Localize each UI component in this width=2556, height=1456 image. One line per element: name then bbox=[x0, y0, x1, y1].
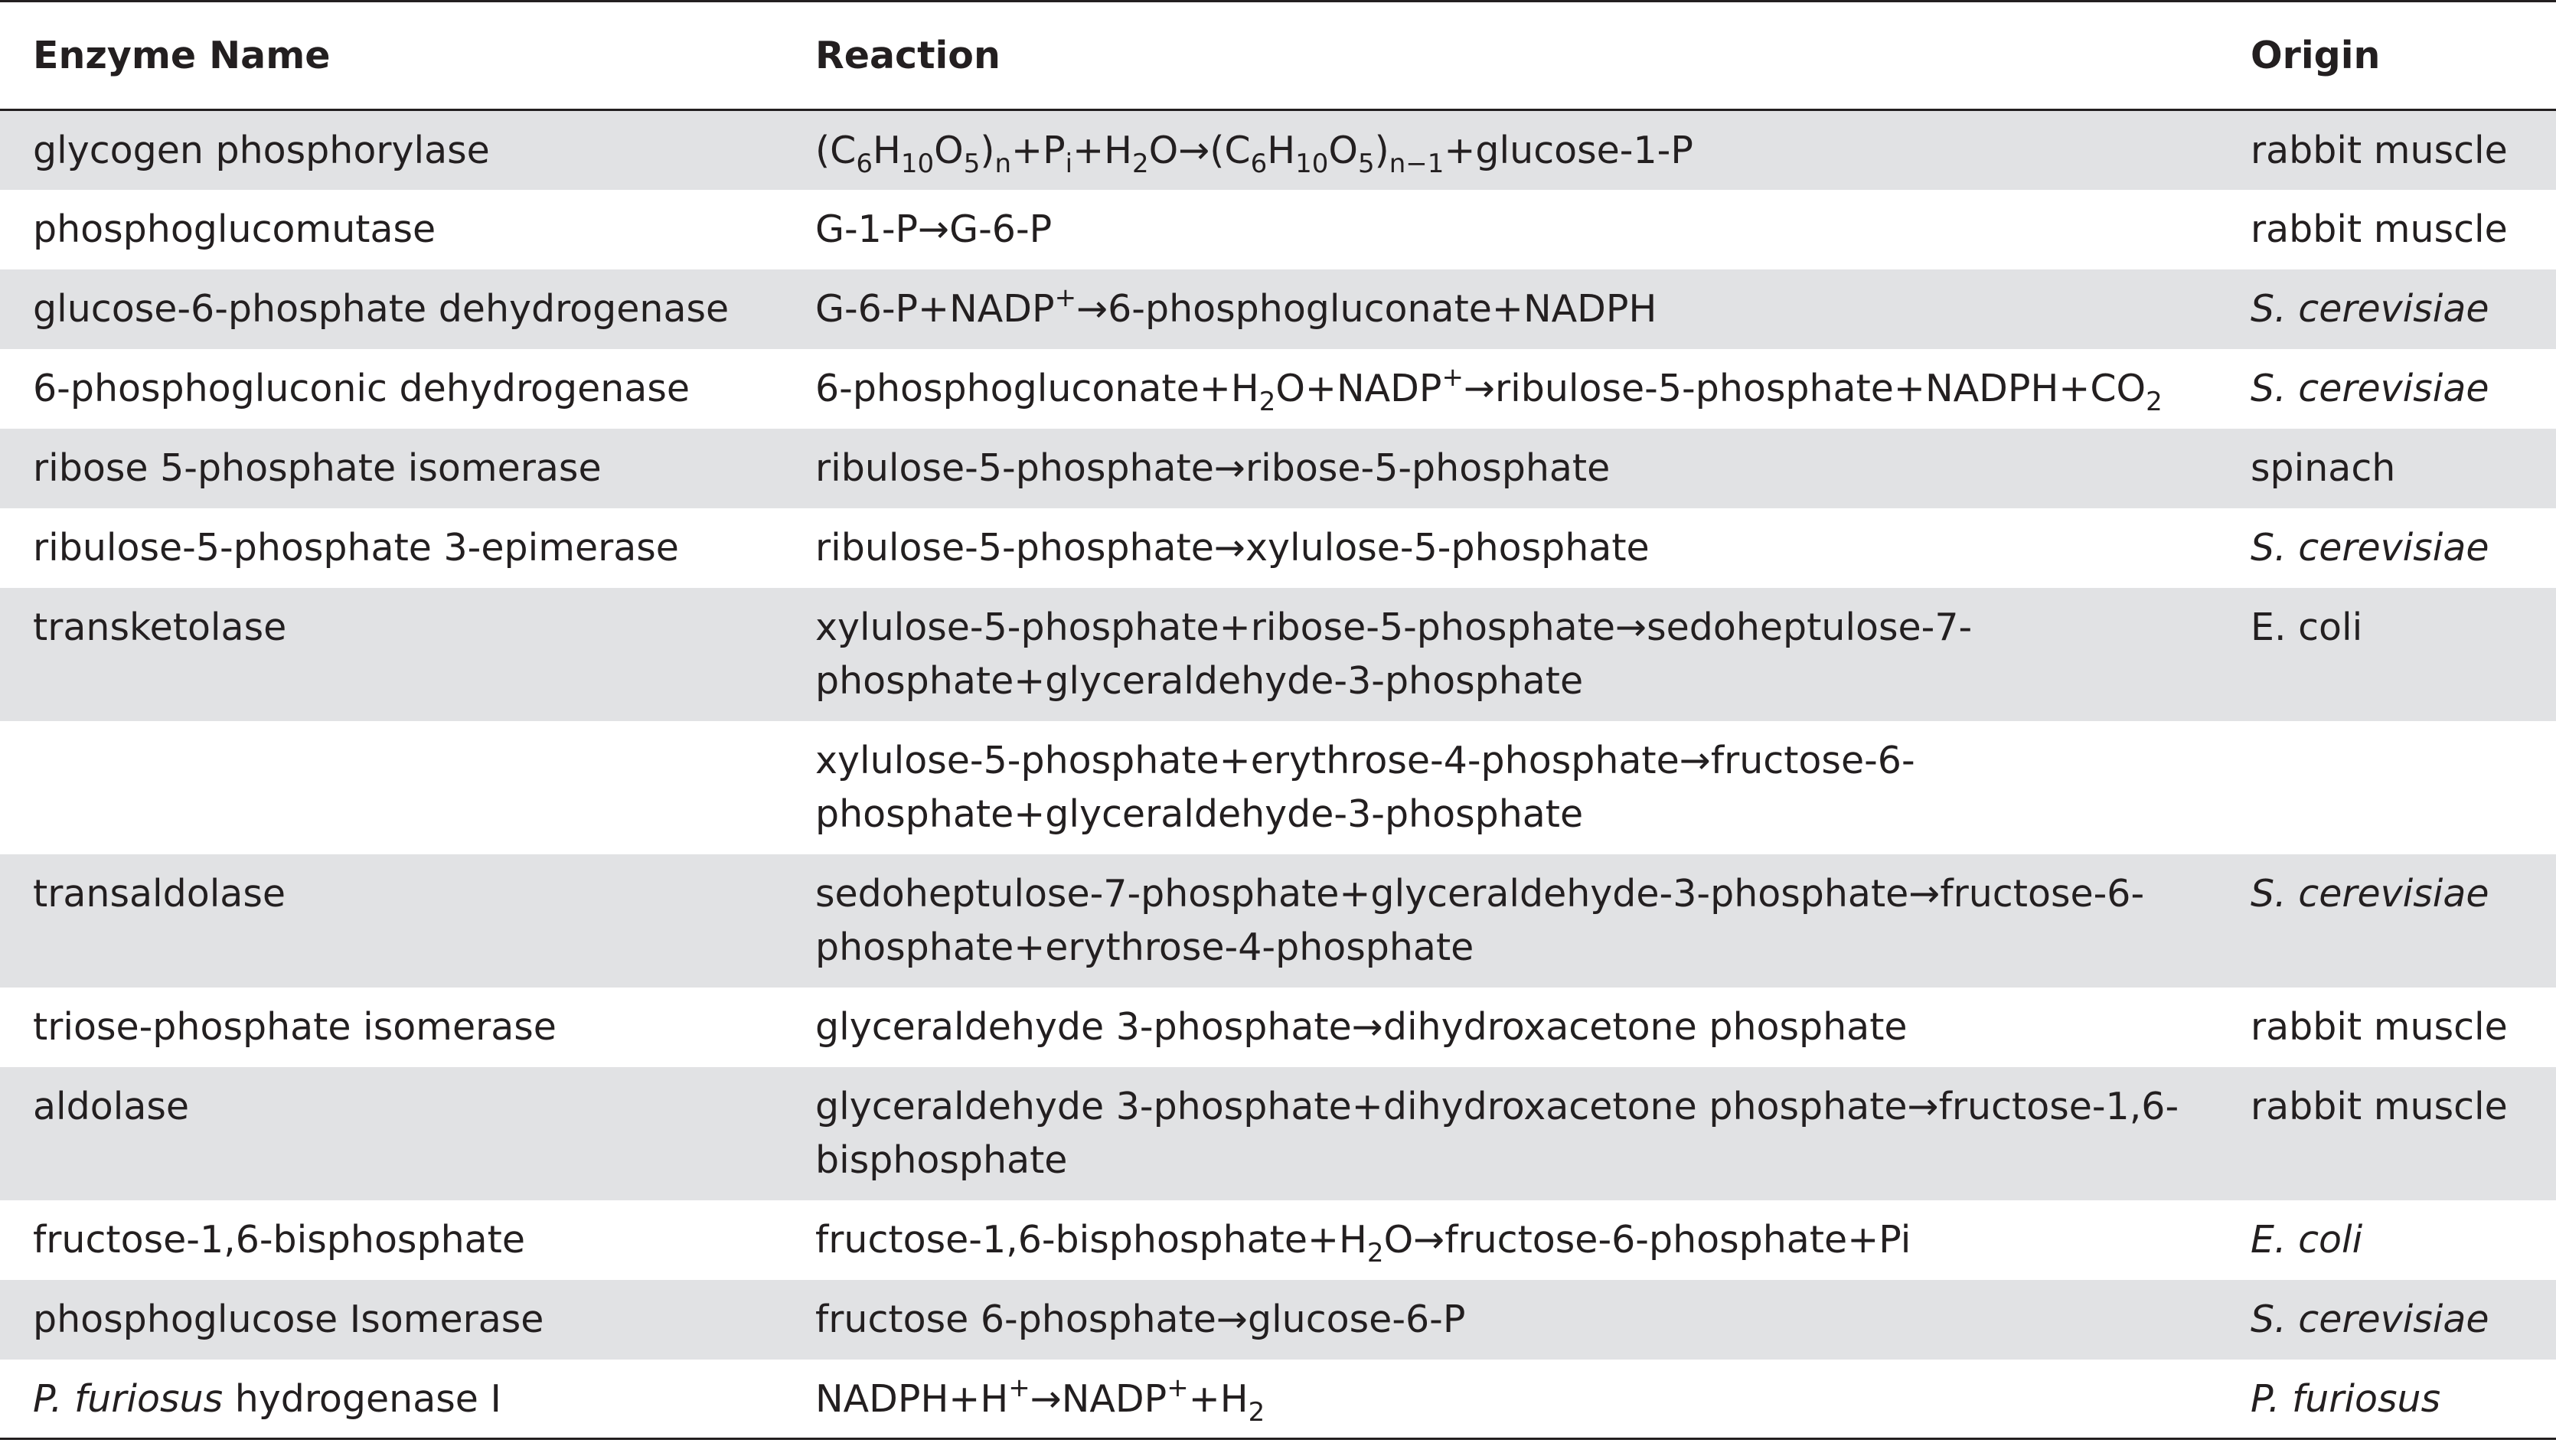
table-body bbox=[0, 110, 2556, 1439]
cell-reaction: ribulose-5-phosphate→ribose-5-phosphate bbox=[782, 429, 2251, 508]
cell-reaction: glyceraldehyde 3-phosphate+dihydroxacetone phosphate→fructose-1,6- bisphosphate bbox=[782, 1067, 2251, 1200]
cell-origin: E. coli bbox=[2251, 1217, 2363, 1262]
table-row bbox=[0, 854, 2556, 988]
cell-reaction: $(C_6H_{10}O_5)_n+P_i+H_2O\to(C_6H_{10}O_5)_{n-1}+glucose-1-P$ bbox=[782, 110, 2251, 190]
cell-reaction: xylulose-5-phosphate+ribose-5-phosphate→sedoheptulose-7- phosphate+glyceraldehyde-3-phosphate bbox=[782, 588, 2251, 721]
cell-enzyme-name: phosphoglucose Isomerase bbox=[0, 1280, 782, 1360]
table-row bbox=[0, 508, 2556, 588]
table-row bbox=[0, 110, 2556, 190]
cell-enzyme-name: ribulose-5-phosphate 3-epimerase bbox=[33, 525, 679, 570]
cell-origin: E. coli bbox=[2251, 588, 2556, 721]
cell-reaction: fructose 6-phosphate→glucose-6-P bbox=[782, 1280, 2251, 1360]
cell-enzyme-name: glycogen phosphorylase bbox=[0, 110, 782, 190]
cell-enzyme-name: aldolase bbox=[0, 1067, 782, 1200]
table-row bbox=[0, 269, 2556, 349]
cell-reaction: G-6-P+NADP+→6-phosphogluconate+NADPH bbox=[782, 269, 2251, 349]
cell-reaction: ribulose-5-phosphate→xylulose-5-phosphate bbox=[815, 525, 1650, 570]
table-row bbox=[0, 1280, 2556, 1360]
cell-enzyme-name: glucose-6-phosphate dehydrogenase bbox=[0, 269, 782, 349]
cell-enzyme-name: P. furiosus hydrogenase I bbox=[0, 1360, 782, 1439]
table-row bbox=[0, 1360, 2556, 1439]
cell-reaction: xylulose-5-phosphate+erythrose-4-phosphate→fructose-6- phosphate+glyceraldehyde-3-phosphate bbox=[815, 738, 1915, 836]
header-row bbox=[0, 2, 2556, 110]
table-row bbox=[0, 588, 2556, 721]
header-reaction: Reaction bbox=[782, 2, 2251, 110]
cell-enzyme-name: 6-phosphogluconic dehydrogenase bbox=[33, 366, 690, 410]
cell-origin: rabbit muscle bbox=[2251, 1067, 2556, 1200]
table-row bbox=[0, 988, 2556, 1067]
table-row bbox=[0, 721, 2556, 854]
cell-origin: P. furiosus bbox=[2251, 1360, 2556, 1439]
cell-reaction: $NADPH+H^+\to NADP^++H_2$ bbox=[782, 1360, 2251, 1439]
table-row bbox=[0, 429, 2556, 508]
cell-enzyme-name: fructose-1,6-bisphosphate bbox=[33, 1217, 526, 1262]
cell-origin: rabbit muscle bbox=[2251, 110, 2556, 190]
table-row bbox=[0, 190, 2556, 269]
cell-enzyme-name: triose-phosphate isomerase bbox=[33, 1004, 557, 1049]
cell-origin bbox=[2251, 721, 2556, 854]
cell-origin: spinach bbox=[2251, 429, 2556, 508]
cell-origin: S. cerevisiae bbox=[2251, 269, 2556, 349]
cell-reaction: glyceraldehyde 3-phosphate→dihydroxacetone phosphate bbox=[815, 1004, 1908, 1049]
cell-reaction: sedoheptulose-7-phosphate+glyceraldehyde-3-phosphate→fructose-6- phosphate+erythrose-4-phosphate bbox=[782, 854, 2251, 988]
table-row bbox=[0, 1200, 2556, 1280]
cell-enzyme-name bbox=[0, 721, 782, 854]
cell-enzyme-name: ribose 5-phosphate isomerase bbox=[0, 429, 782, 508]
table-row bbox=[0, 349, 2556, 429]
header-origin: Origin bbox=[2251, 2, 2556, 110]
cell-enzyme-name: transaldolase bbox=[0, 854, 782, 988]
cell-reaction: G-1-P→G-6-P bbox=[815, 207, 1053, 251]
cell-enzyme-name: transketolase bbox=[0, 588, 782, 721]
table-row bbox=[0, 1067, 2556, 1200]
cell-origin: S. cerevisiae bbox=[2251, 366, 2489, 410]
cell-origin: S. cerevisiae bbox=[2251, 1280, 2556, 1360]
header-enzyme-name: Enzyme Name bbox=[0, 2, 782, 110]
cell-reaction: $6-phosphogluconate+H_2O+NADP^+\to ribulose-5-phosphate+NADPH+CO_2$ bbox=[815, 361, 2163, 417]
table-header bbox=[0, 2, 2556, 110]
cell-origin: S. cerevisiae bbox=[2251, 525, 2489, 570]
cell-origin: rabbit muscle bbox=[2251, 207, 2508, 251]
cell-origin: rabbit muscle bbox=[2251, 1004, 2508, 1049]
cell-origin: S. cerevisiae bbox=[2251, 854, 2556, 988]
cell-reaction: fructose-$1,6-bisphosphate+H_2O\to fructose-6-phosphate+Pi$ bbox=[815, 1217, 1911, 1268]
cell-enzyme-name: phosphoglucomutase bbox=[33, 207, 436, 251]
